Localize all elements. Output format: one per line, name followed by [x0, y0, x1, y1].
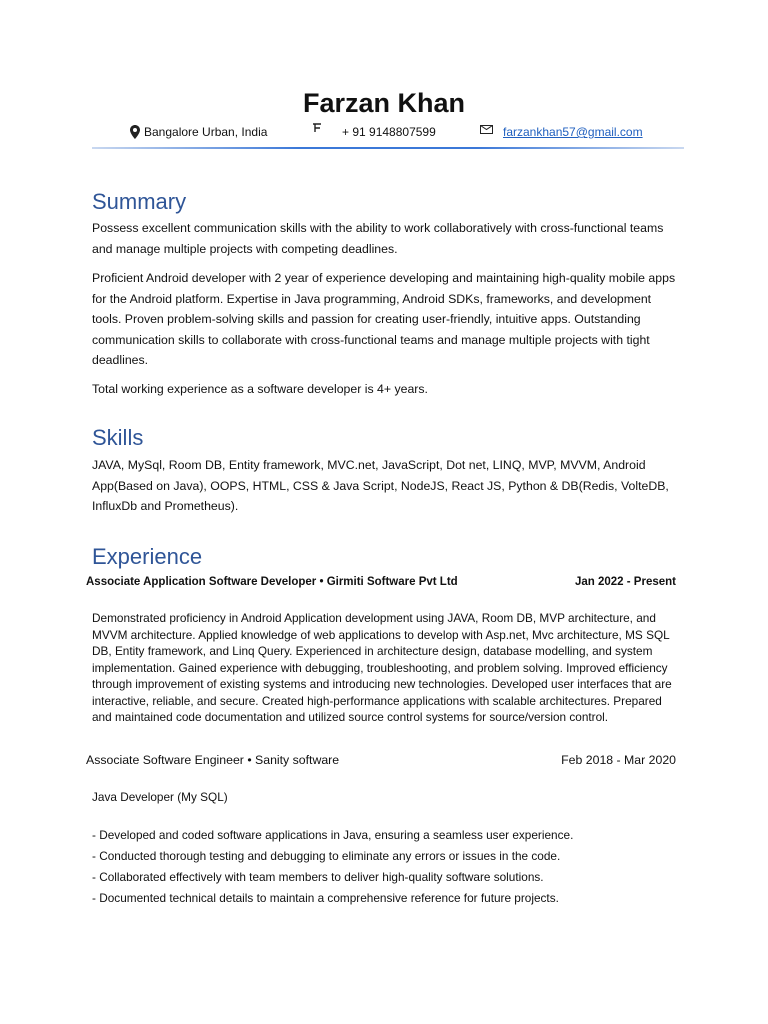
- phone-contact: [312, 125, 436, 139]
- list-item: - Documented technical details to maintain a comprehensive reference for future projects.: [92, 890, 573, 911]
- summary-paragraph-2: Proficient Android developer with 2 year of experience developing and maintaining high-quality mobile apps for the Android platform. Expertise in Java programming, Android SDKs, frameworks, and development tools. Proven problem-solving skills and passion for creating user-friendly, intuitive apps. Outstanding communication skills to collaborate with cross-functional teams and manage multiple projects with tight deadlines.: [92, 271, 676, 367]
- skills-heading: Skills: [92, 425, 144, 450]
- header-divider: [92, 147, 684, 149]
- job2-title: Associate Software Engineer • Sanity software: [86, 753, 340, 767]
- summary-paragraph-3: Total working experience as a software developer is 4+ years.: [92, 382, 428, 396]
- job1-dates: Jan 2022 - Present: [574, 576, 676, 588]
- location-pin-icon: [130, 125, 140, 139]
- job2-role: Java Developer (My SQL): [92, 790, 228, 804]
- list-item: - Collaborated effectively with team members to deliver high-quality software solutions.: [92, 869, 573, 890]
- job2-dates: Feb 2018 - Mar 2020: [561, 753, 676, 767]
- location-text: Bangalore Urban, India: [144, 125, 268, 139]
- job2-bullet-list: [92, 827, 573, 911]
- list-item: - Developed and coded software applications in Java, ensuring a seamless user experience.: [92, 827, 573, 848]
- job1-title: Associate Application Software Developer • Girmiti Software Pvt Ltd: [86, 576, 458, 588]
- summary-paragraph-1: Possess excellent communication skills with the ability to work collaboratively with cross-functional teams and manage multiple projects with competing deadlines.: [92, 221, 664, 256]
- job1-description: Demonstrated proficiency in Android Application development using JAVA, Room DB, MVP architecture, and MVVM architecture. Applied knowledge of web applications to develop with Asp.net, Mvc architecture, MS SQL DB, Entity framework, and Linq Query. Experienced in architecture design, database modelling, and system implementation. Gained experience with debugging, troubleshooting, and problem solving. Improved efficiency through improvement of existing systems and introducing new technologies. Developed user interfaces that are interactive, reliable, and secure. Created high-performance applications with scalable architectures. Prepared and maintained code documentation and utilized source control systems for source/version control.: [92, 611, 672, 724]
- phone-text: + 91 9148807599: [342, 125, 436, 139]
- phone-icon: [312, 123, 324, 135]
- envelope-icon: [480, 125, 493, 134]
- skills-text: JAVA, MySql, Room DB, Entity framework, MVC.net, JavaScript, Dot net, LINQ, MVP, MVVM, Android App(Based on Java), OOPS, HTML, CSS & Java Script, NodeJS, React JS, Python & DB(Redis, VolteDB, InfluxDb and Prometheus).: [92, 458, 669, 513]
- location-contact: [130, 125, 267, 139]
- experience-heading: Experience: [92, 544, 203, 569]
- list-item: - Conducted thorough testing and debugging to eliminate any errors or issues in the code.: [92, 848, 573, 869]
- job2-header: [86, 753, 676, 767]
- job1-header: [86, 576, 676, 588]
- email-contact: [480, 125, 643, 139]
- summary-heading: Summary: [92, 189, 187, 214]
- email-link[interactable]: farzankhan57@gmail.com: [503, 125, 643, 139]
- candidate-name: Farzan Khan: [302, 88, 466, 118]
